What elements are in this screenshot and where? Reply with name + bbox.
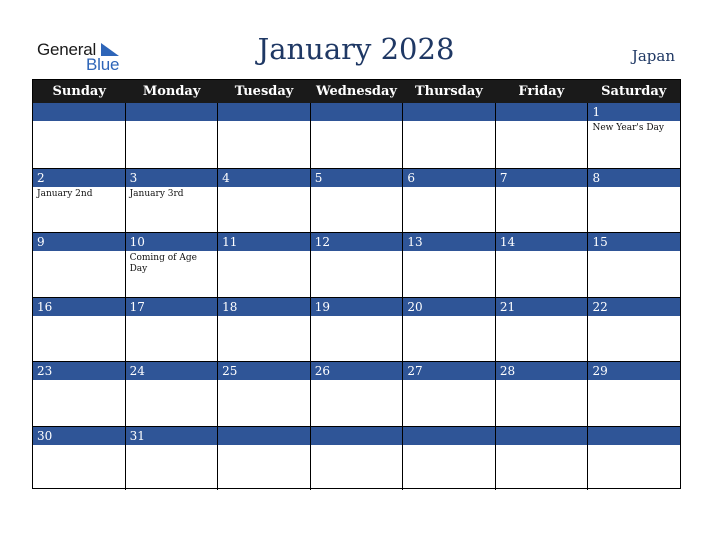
day-number: 31 <box>126 427 218 445</box>
day-number: 23 <box>33 362 125 380</box>
weekday-header-row <box>33 80 680 103</box>
day-cell <box>495 362 588 426</box>
holiday-label <box>311 251 403 253</box>
day-number <box>496 427 588 445</box>
day-number: 22 <box>588 298 680 316</box>
holiday-label: January 3rd <box>129 188 184 199</box>
holiday-label <box>218 380 310 382</box>
holiday-label <box>33 445 125 447</box>
holiday-label <box>311 380 403 382</box>
day-cell <box>587 362 680 426</box>
day-number: 6 <box>403 169 495 187</box>
day-cell <box>217 233 310 297</box>
day-cell <box>33 233 125 297</box>
day-cell <box>125 298 218 362</box>
day-cell <box>125 233 218 297</box>
day-cell <box>310 298 403 362</box>
day-cell <box>402 362 495 426</box>
day-cell <box>495 233 588 297</box>
day-number: 15 <box>588 233 680 251</box>
day-number: 14 <box>496 233 588 251</box>
holiday-label <box>311 187 403 189</box>
holiday-label <box>403 187 495 189</box>
day-number: 20 <box>403 298 495 316</box>
weekday-header: Friday <box>518 84 565 99</box>
holiday-label <box>496 380 588 382</box>
day-cell <box>125 169 218 233</box>
day-number: 3 <box>126 169 218 187</box>
day-cell <box>402 233 495 297</box>
holiday-label <box>33 121 125 123</box>
day-cell <box>495 103 588 168</box>
day-number: 4 <box>218 169 310 187</box>
holiday-label <box>496 251 588 253</box>
holiday-label <box>403 121 495 123</box>
day-number: 10 <box>126 233 218 251</box>
day-cell <box>402 103 495 168</box>
day-number: 5 <box>311 169 403 187</box>
day-number: 25 <box>218 362 310 380</box>
week-row <box>33 168 680 233</box>
holiday-label <box>588 251 680 253</box>
weekday-header: Monday <box>142 84 201 99</box>
day-number: 24 <box>126 362 218 380</box>
week-row <box>33 232 680 297</box>
calendar-title: January 2028 <box>257 32 455 66</box>
holiday-label <box>496 445 588 447</box>
week-row <box>33 297 680 362</box>
holiday-label <box>588 316 680 318</box>
day-cell <box>587 427 680 491</box>
holiday-label <box>496 316 588 318</box>
day-cell <box>310 427 403 491</box>
weekday-header: Wednesday <box>315 84 397 99</box>
day-cell <box>495 298 588 362</box>
day-cell <box>33 103 125 168</box>
day-cell <box>217 362 310 426</box>
day-cell <box>217 103 310 168</box>
day-cell <box>587 103 680 168</box>
day-cell <box>125 103 218 168</box>
day-cell <box>495 427 588 491</box>
day-number <box>311 103 403 121</box>
day-cell <box>402 169 495 233</box>
weekday-header: Sunday <box>52 84 106 99</box>
day-cell <box>125 362 218 426</box>
holiday-label: January 2nd <box>37 188 93 199</box>
day-cell <box>310 169 403 233</box>
day-number: 9 <box>33 233 125 251</box>
holiday-label <box>311 316 403 318</box>
weekday-header: Saturday <box>601 84 667 99</box>
weeks-container <box>33 103 680 490</box>
day-number: 16 <box>33 298 125 316</box>
day-number <box>588 427 680 445</box>
holiday-label <box>403 380 495 382</box>
logo-text-general: General <box>37 40 97 59</box>
day-number: 8 <box>588 169 680 187</box>
day-cell <box>33 362 125 426</box>
day-number <box>218 103 310 121</box>
day-cell <box>587 233 680 297</box>
day-number: 21 <box>496 298 588 316</box>
day-cell <box>310 103 403 168</box>
day-cell <box>217 427 310 491</box>
weekday-header: Thursday <box>414 84 483 99</box>
day-cell <box>33 298 125 362</box>
day-cell <box>217 298 310 362</box>
holiday-label <box>311 445 403 447</box>
day-number: 27 <box>403 362 495 380</box>
holiday-label <box>126 121 218 123</box>
holiday-label <box>126 445 218 447</box>
day-number <box>126 103 218 121</box>
holiday-label <box>33 316 125 318</box>
day-cell <box>217 169 310 233</box>
day-number <box>311 427 403 445</box>
week-row <box>33 361 680 426</box>
day-number: 11 <box>218 233 310 251</box>
day-number: 13 <box>403 233 495 251</box>
day-number <box>218 427 310 445</box>
day-number: 30 <box>33 427 125 445</box>
day-number: 7 <box>496 169 588 187</box>
day-number <box>403 427 495 445</box>
holiday-label <box>403 445 495 447</box>
day-number: 17 <box>126 298 218 316</box>
holiday-label <box>218 445 310 447</box>
holiday-label <box>403 316 495 318</box>
holiday-label <box>588 187 680 189</box>
day-cell <box>587 298 680 362</box>
holiday-label: Coming of Age Day <box>129 253 197 274</box>
day-cell <box>33 427 125 491</box>
holiday-label <box>218 121 310 123</box>
day-cell <box>310 362 403 426</box>
day-cell <box>402 298 495 362</box>
weekday-header: Tuesday <box>234 84 294 99</box>
day-number: 2 <box>33 169 125 187</box>
holiday-label <box>218 251 310 253</box>
day-number: 29 <box>588 362 680 380</box>
holiday-label <box>33 251 125 253</box>
day-number: 19 <box>311 298 403 316</box>
holiday-label <box>33 380 125 382</box>
day-number <box>403 103 495 121</box>
week-row <box>33 426 680 491</box>
country-label: Japan <box>631 47 675 65</box>
holiday-label <box>218 316 310 318</box>
holiday-label <box>588 380 680 382</box>
day-cell <box>310 233 403 297</box>
holiday-label <box>403 251 495 253</box>
day-cell <box>33 169 125 233</box>
day-number: 1 <box>588 103 680 121</box>
holiday-label <box>311 121 403 123</box>
day-cell <box>402 427 495 491</box>
holiday-label <box>496 187 588 189</box>
holiday-label: New Year's Day <box>592 123 665 133</box>
day-cell <box>495 169 588 233</box>
day-number <box>496 103 588 121</box>
day-cell <box>125 427 218 491</box>
day-number: 28 <box>496 362 588 380</box>
holiday-label <box>218 187 310 189</box>
day-number: 12 <box>311 233 403 251</box>
holiday-label <box>588 445 680 447</box>
day-number: 26 <box>311 362 403 380</box>
holiday-label <box>126 316 218 318</box>
holiday-label <box>126 380 218 382</box>
day-number: 18 <box>218 298 310 316</box>
day-cell <box>587 169 680 233</box>
week-row <box>33 103 680 168</box>
calendar-grid <box>32 79 681 489</box>
logo-text-blue: Blue <box>86 55 120 74</box>
day-number <box>33 103 125 121</box>
holiday-label <box>496 121 588 123</box>
